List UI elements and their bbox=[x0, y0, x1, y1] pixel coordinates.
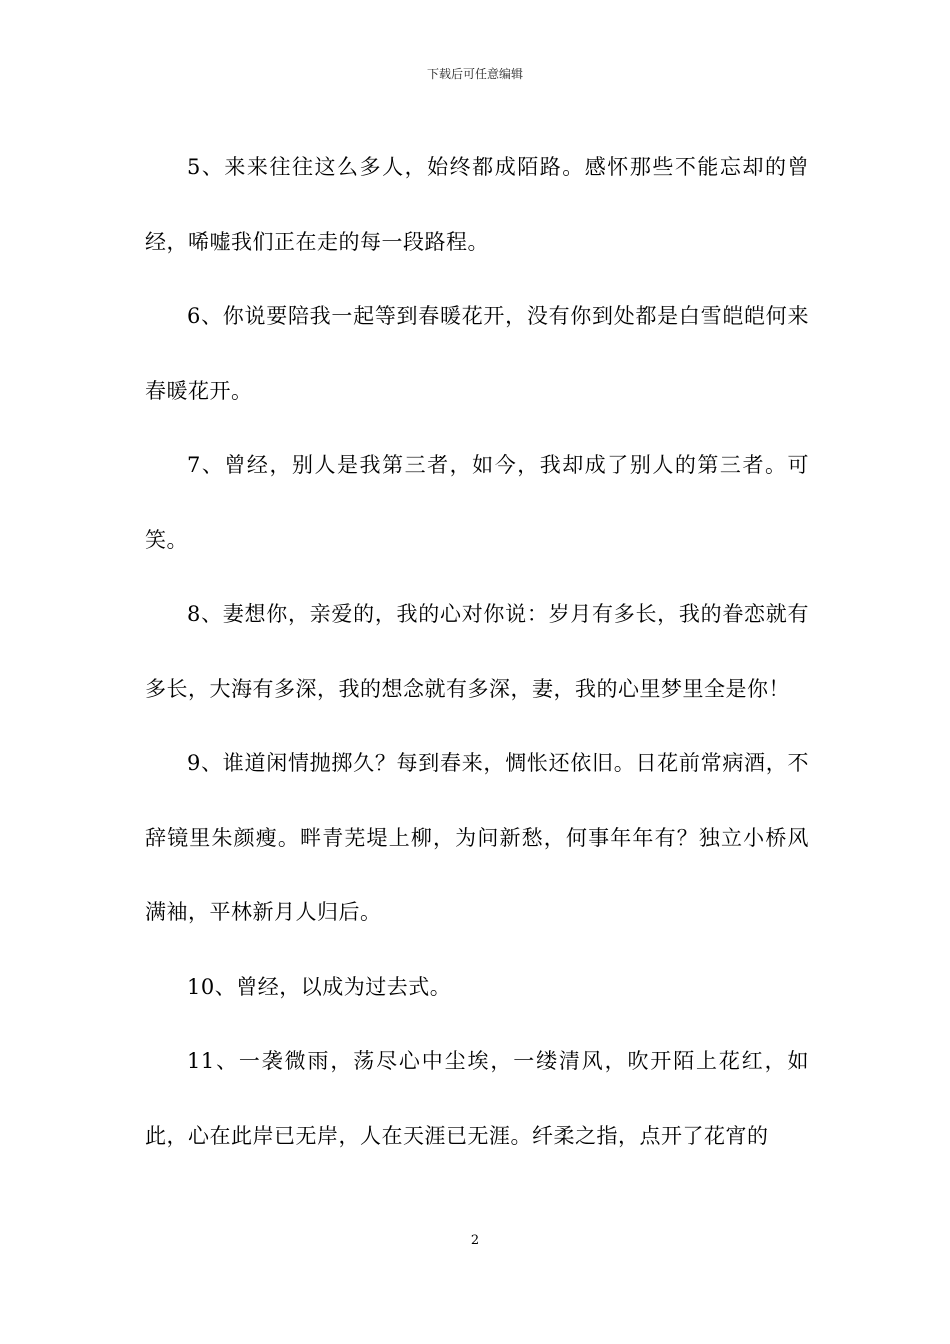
paragraph-11: 11、一袭微雨，荡尽心中尘埃，一缕清风，吹开陌上花红，如此，心在此岸已无岸，人在天涯已无涯。纤柔之指，点开了花宵的 bbox=[145, 1049, 809, 1148]
paragraph-6: 6、你说要陪我一起等到春暖花开，没有你到处都是白雪皑皑何来春暖花开。 bbox=[145, 304, 809, 403]
paragraph-10: 10、曾经，以成为过去式。 bbox=[187, 974, 452, 999]
paragraph-8: 8、妻想你，亲爱的，我的心对你说：岁月有多长，我的眷恋就有多长，大海有多深，我的想念就有多深，妻，我的心里梦里全是你！ bbox=[145, 602, 809, 701]
paragraph-7: 7、曾经，别人是我第三者，如今，我却成了别人的第三者。可笑。 bbox=[145, 453, 809, 552]
paragraph-9: 9、谁道闲情抛掷久？每到春来，惆怅还依旧。日花前常病酒，不辞镜里朱颜瘦。畔青芜堤上柳，为问新愁，何事年年有？独立小桥风满袖，平林新月人归后。 bbox=[145, 751, 809, 924]
document-body bbox=[145, 130, 809, 1173]
page-header: 下载后可任意编辑 bbox=[426, 67, 523, 81]
paragraph-5: 5、来来往往这么多人，始终都成陌路。感怀那些不能忘却的曾经，唏嘘我们正在走的每一段路程。 bbox=[145, 155, 809, 254]
page-number: 2 bbox=[470, 1233, 480, 1248]
